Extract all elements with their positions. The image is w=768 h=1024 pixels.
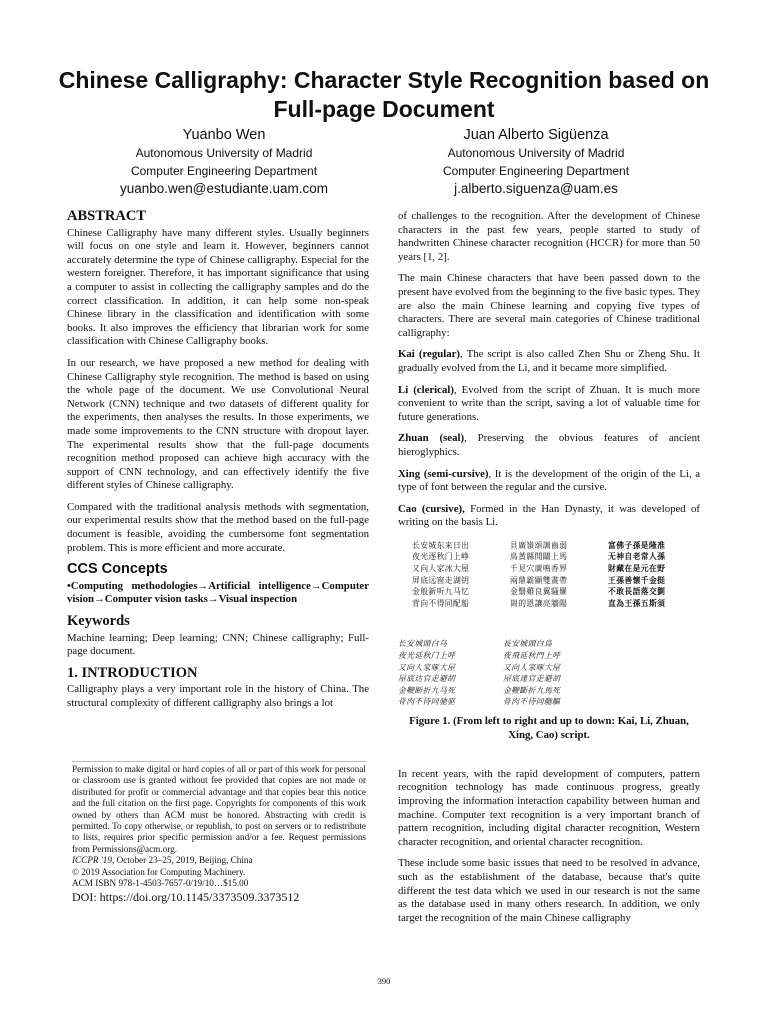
calligraphy-line: 兩鼎霸顯雙畫帶 xyxy=(510,575,568,585)
keywords-heading: Keywords xyxy=(67,613,130,630)
style-definition xyxy=(398,384,700,425)
style-term: Zhuan (seal) xyxy=(398,432,465,445)
abstract-paragraph: In our research, we have proposed a new method for dealing with Chinese Calligraphy style recognition. The method is based on using the whole page of the document. We use Convolutional Neural Network (CNN) technique and two datasets of different quality for the experiments, then analyses the results. In those experiments, we made some improvements to the CNN structure with dropout layer. The experimental results show that the full-page documents recognition method proposed can achieve high accuracy with the support of CNN technology, and can effectively identify the five different styles of Chinese calligraphy. xyxy=(67,356,369,492)
abstract-paragraph: Compared with the traditional analysis methods with segmentation, our experimental results show that the method based on the full-page document is feasible, avoiding the cumbersome font segmentation problem. This is more efficient and more accurate. xyxy=(67,500,369,554)
paper-title: Chinese Calligraphy: Character Style Recognition based on Full-page Document xyxy=(58,67,710,122)
calligraphy-line: 千見穴廣鳴香界 xyxy=(510,564,568,574)
introduction-paragraph: Calligraphy plays a very important role in the history of China. The structural complexity of different calligraphy also brings a lot xyxy=(67,683,369,709)
li-sample xyxy=(510,540,602,610)
calligraphy-line: 鳥黃縣開闢上馬 xyxy=(510,552,568,562)
style-definition xyxy=(398,348,700,375)
style-description: , Preserving the obvious features of ancient hieroglyphics. xyxy=(398,432,700,458)
calligraphy-line: 直為王孫五斯須 xyxy=(608,598,666,608)
style-definition xyxy=(398,468,700,495)
author-email: yuanbo.wen@estudiante.uam.com xyxy=(119,181,329,196)
calligraphy-line: 又向人家啄大屋 xyxy=(503,662,561,672)
author-name: Juan Alberto Sigüenza xyxy=(463,127,609,143)
calligraphy-line: 夜光逐秋门上峥 xyxy=(412,552,470,562)
doi-label: DOI: xyxy=(72,890,100,905)
style-term: Xing (semi-cursive) xyxy=(398,467,489,480)
calligraphy-line: 金般新听九马忆 xyxy=(412,587,470,597)
calligraphy-line: 又向人家冰大屋 xyxy=(412,564,470,574)
introduction-paragraph: The main Chinese characters that have been passed down to the present have evolved from the beginning to the five basic types. They are also the main Chinese learning and copying five types of characters. There are several main categories of Chinese traditional calligraphy: xyxy=(398,272,700,339)
page-number: 390 xyxy=(377,976,391,986)
style-description: , Evolved from the script of Zhuan. It is much more convenient to write than the script, saving a lot of valuable time for future generations. xyxy=(398,383,700,423)
calligraphy-line: 王孫善懷千金挺 xyxy=(608,575,666,585)
calligraphy-line: 富佛子孫是隆准 xyxy=(608,540,666,550)
calligraphy-line: 不敢長語落交劉 xyxy=(608,587,666,597)
calligraphy-line: 財藏在是元在野 xyxy=(608,564,666,574)
isbn-line: ACM ISBN 978-1-4503-7657-0/19/10…$15.00 xyxy=(72,878,249,889)
introduction-paragraph: In recent years, with the rapid development of computers, pattern recognition technology has made continuous progress, greatly improving the information interaction capability between human and machine. Computer text recognition is a very important branch of pattern recognition, including digital character recognition, Western character recognition, and oriental character recognition. xyxy=(398,767,700,848)
permission-text: Permission to make digital or hard copies of all or part of this work for personal or classroom use is granted without fee provided that copies are not made or distributed for profit or commercial advantage and that copies bear this notice and the full citation on the first page. Copyrights for components of this work owned by others than ACM must be honored. Abstracting with credit is permitted. To copy otherwise, or republish, to post on servers or to redistribute to lists, requires prior specific permission and/or a fee. Request permissions from Permissions@acm.org. xyxy=(72,764,366,854)
calligraphy-line: 屋底达官走避胡 xyxy=(398,674,456,684)
calligraphy-figure xyxy=(398,540,700,708)
figure-row-top xyxy=(398,540,700,610)
doi-line xyxy=(72,890,366,905)
copyright-line: © 2019 Association for Computing Machinery. xyxy=(72,866,246,877)
ccs-heading: CCS Concepts xyxy=(67,561,168,578)
calligraphy-line: 金鞭断折九马死 xyxy=(398,685,456,695)
style-term: Cao (cursive), xyxy=(398,502,465,515)
calligraphy-line: 又向人家啄大屋 xyxy=(398,662,456,672)
right-column xyxy=(398,210,700,933)
author-block-2 xyxy=(386,126,686,198)
zhuan-sample xyxy=(608,540,700,610)
permission-notice xyxy=(72,761,366,905)
calligraphy-line: 屋底達官走避胡 xyxy=(503,674,561,684)
author-affiliation: Autonomous University of Madrid xyxy=(447,146,625,160)
conference-details: , October 23–25, 2019, Beijing, China xyxy=(112,855,253,866)
calligraphy-line: 长安城頭白乌 xyxy=(398,639,448,649)
introduction-heading: 1. INTRODUCTION xyxy=(67,664,198,681)
calligraphy-line: 金翳雞良翼騷羅 xyxy=(510,587,568,597)
author-email: j.alberto.siguenza@uam.es xyxy=(454,181,618,196)
author-department: Computer Engineering Department xyxy=(130,164,318,178)
calligraphy-line: 長安城頭白鳥 xyxy=(503,639,553,649)
author-affiliation: Autonomous University of Madrid xyxy=(135,146,313,160)
calligraphy-line: 长安城东来日出 xyxy=(412,540,470,550)
conference-line xyxy=(72,855,366,866)
author-department: Computer Engineering Department xyxy=(442,164,630,178)
author-block-1 xyxy=(74,126,374,198)
doi-link[interactable]: https://doi.org/10.1145/3373509.3373512 xyxy=(99,890,300,905)
abstract-heading: ABSTRACT xyxy=(67,208,146,224)
ccs-concepts: •Computing methodologies→Artificial intelligence→Computer vision→Computer vision tasks→Visual inspection xyxy=(67,579,369,606)
style-description: , It is the development of the origin of the Li, a type of font between the regular and the cursive. xyxy=(398,467,700,494)
calligraphy-line: 无神自老常人孫 xyxy=(608,552,666,562)
left-column xyxy=(67,210,369,719)
calligraphy-line: 貝廣嶺頌調齒弱 xyxy=(510,540,568,550)
cao-sample xyxy=(503,638,595,708)
figure-caption: Figure 1. (From left to right and up to down: Kai, Li, Zhuan, Xing, Cao) script. xyxy=(409,714,689,741)
calligraphy-line: 夜飛延秋門上呼 xyxy=(503,650,561,660)
style-definition xyxy=(398,503,700,530)
style-term: Li (clerical) xyxy=(398,383,454,396)
introduction-paragraph: of challenges to the recognition. After the development of Chinese characters in the past few years, people started to study of handwritten Chinese character recognition (HCCR) for more than 50 years [1, 2]. xyxy=(398,210,700,263)
author-name: Yuanbo Wen xyxy=(182,127,266,143)
keywords-text: Machine learning; Deep learning; CNN; Chinese calligraphy; Full-page document. xyxy=(67,631,369,658)
abstract-paragraph: Chinese Calligraphy have many different styles. Usually beginners will focus on one style and learn it. However, beginners cannot accurately determine the type of Chinese calligraphy. Especial for the western foreigner. Therefore, it has important significance that using a computer to assist in collecting the calligraphy samples and do the correct classification. In addition, it can help some non-speak Chinese library in the classification and identification with some books. It also improves the efficiency that librarian work for some classification with Chinese Calligraphy books. xyxy=(67,226,369,348)
kai-sample xyxy=(398,540,504,610)
calligraphy-line: 夜光延秋门上呼 xyxy=(398,650,456,660)
style-term: Kai (regular) xyxy=(398,348,461,361)
style-description: Formed in the Han Dynasty, it was developed of writing on the basis Li. xyxy=(398,502,701,529)
calligraphy-line: 屏底远窗走湖钥 xyxy=(412,575,470,585)
introduction-paragraph: These include some basic issues that need to be resolved in advance, such as the establishment of the database, because that's quite different the test data which we used in our research is not the same as the database used in many others research. In addition, we only target the recognition of the main Chinese calligraphy xyxy=(398,857,700,924)
calligraphy-line: 金鞭斷折九馬死 xyxy=(503,685,561,695)
style-description: , The script is also called Zhen Shu or Zheng Shu. It gradually evolved from the Li, and it became more simplified. xyxy=(398,348,700,374)
conference-name: ICCPR '19 xyxy=(72,855,112,866)
xing-sample xyxy=(398,638,490,708)
calligraphy-line: 崗的恩讓亮牆陽 xyxy=(510,598,568,608)
calligraphy-line: 骨肉不待同驰驱 xyxy=(398,697,456,707)
style-definition xyxy=(398,432,700,459)
calligraphy-line: 背向不得同配船 xyxy=(412,598,470,608)
calligraphy-line: 骨肉不待同馳驅 xyxy=(503,697,561,707)
figure-row-bottom xyxy=(398,638,700,708)
